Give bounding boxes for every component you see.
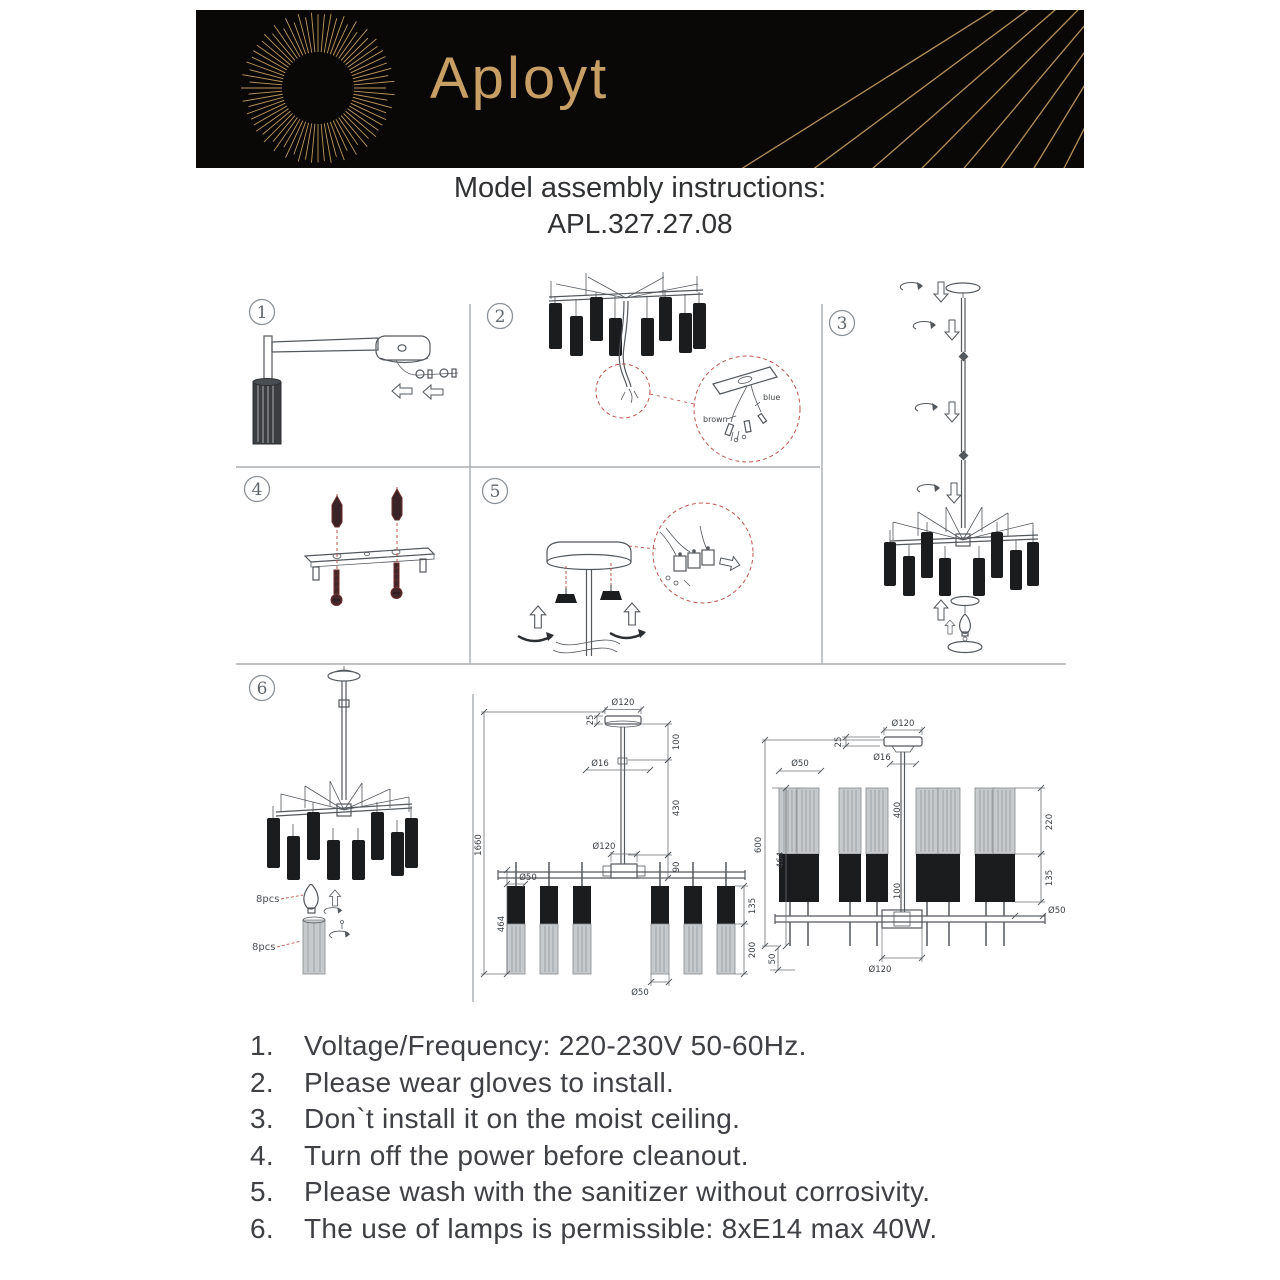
screw [391, 563, 402, 599]
svg-text:135: 135 [1045, 869, 1055, 887]
shades [884, 522, 1039, 596]
svg-text:100: 100 [893, 882, 903, 900]
svg-text:Ø50: Ø50 [1048, 906, 1066, 916]
down-arrow-icon [945, 402, 959, 422]
svg-text:100: 100 [672, 733, 682, 751]
down-arrow-icon [945, 320, 959, 340]
up-arrow-icon [945, 620, 955, 634]
wire-label-brown: brown [703, 415, 728, 424]
wall-anchor [392, 489, 402, 520]
svg-text:90: 90 [672, 861, 682, 873]
svg-text:3: 3 [836, 314, 848, 334]
shades [549, 291, 706, 356]
svg-text:600: 600 [754, 836, 764, 854]
rotate-icon [324, 907, 342, 913]
shade-columns [507, 862, 735, 974]
svg-text:Ø50: Ø50 [631, 988, 649, 998]
list-item: 3. Don`t install it on the moist ceiling. [250, 1103, 741, 1134]
down-arrow-icon [934, 282, 948, 302]
rotate-icon [915, 403, 938, 411]
page-title: Model assembly instructions: [453, 172, 827, 204]
terminal-block [660, 526, 714, 571]
svg-text:220: 220 [1045, 813, 1055, 831]
svg-text:1: 1 [256, 303, 268, 323]
step-1-badge [250, 300, 275, 325]
insert-arrow-icon [719, 554, 741, 572]
screw-head [555, 594, 577, 603]
step-2-badge [488, 304, 513, 329]
step-6-badge [250, 676, 275, 701]
svg-text:Ø50: Ø50 [519, 873, 537, 883]
list-item: 2. Please wear gloves to install. [250, 1066, 675, 1098]
panel-5-canopy-fixing [518, 503, 753, 656]
svg-text:Ø16: Ø16 [873, 753, 891, 763]
screw [331, 570, 342, 606]
svg-text:464: 464 [497, 915, 507, 933]
svg-text:6: 6 [256, 679, 268, 699]
screw-head [600, 591, 622, 600]
panel-1-arm-wiring [253, 336, 458, 444]
shades [267, 802, 418, 880]
shade-part [303, 917, 325, 974]
panel-3-rod-assembly [884, 282, 1039, 653]
svg-text:135: 135 [748, 897, 758, 915]
panel-6-finished-fixture [252, 666, 418, 974]
svg-text:464: 464 [776, 851, 786, 869]
bulb-quantity-label: 8pcs [256, 894, 280, 905]
push-left-arrow-icon [392, 384, 412, 398]
rotate-icon [330, 931, 350, 938]
up-arrow-icon [624, 603, 639, 625]
panel-4-mounting-bracket [305, 487, 434, 608]
dimension-side-view [474, 697, 758, 998]
svg-text:Ø16: Ø16 [591, 759, 609, 769]
step-4-badge [245, 477, 270, 502]
svg-text:200: 200 [748, 941, 758, 959]
wire-label-blue: blue [763, 393, 781, 402]
svg-text:5: 5 [489, 482, 501, 502]
instruction-list [250, 1028, 1080, 1247]
svg-text:4: 4 [251, 480, 263, 500]
svg-text:Ø120: Ø120 [592, 842, 616, 852]
up-arrow-icon [530, 606, 545, 628]
svg-text:400: 400 [893, 801, 903, 819]
svg-text:2: 2 [494, 307, 506, 327]
svg-text:1660: 1660 [474, 834, 484, 856]
rotate-icon [913, 321, 936, 329]
step-3-badge [830, 311, 855, 336]
down-arrow-icon [947, 483, 961, 503]
up-arrow-icon [329, 890, 340, 906]
svg-text:50: 50 [768, 953, 778, 965]
push-left-arrow-icon [423, 385, 443, 399]
list-item: 5. Please wash with the sanitizer without corrosivity. [250, 1176, 931, 1207]
rotate-icon [917, 484, 940, 492]
svg-text:Ø120: Ø120 [891, 719, 915, 729]
svg-text:25: 25 [586, 714, 596, 726]
svg-text:Ø50: Ø50 [791, 759, 809, 769]
list-item: 6. The use of lamps is permissible: 8xE14 max 40W. [250, 1212, 938, 1244]
shade-quantity-label: 8pcs [252, 942, 276, 953]
list-item: 4. Turn off the power before cleanout. [250, 1139, 749, 1171]
up-arrow-icon [934, 600, 948, 620]
wall-anchor [332, 496, 342, 527]
list-item: 1. Voltage/Frequency: 220-230V 50-60Hz. [250, 1030, 807, 1061]
panel-2-wire-connection [549, 272, 800, 462]
step-5-badge [483, 479, 508, 504]
svg-text:Ø120: Ø120 [611, 698, 635, 708]
model-number: APL.327.27.08 [547, 208, 733, 239]
svg-text:25: 25 [834, 736, 844, 748]
brand-name: Aployt [430, 46, 610, 111]
dimension-inverted-view [754, 718, 1066, 975]
svg-text:430: 430 [672, 799, 682, 817]
rotate-icon [900, 282, 923, 290]
bulb-icon [304, 885, 318, 910]
svg-text:Ø120: Ø120 [868, 965, 892, 975]
